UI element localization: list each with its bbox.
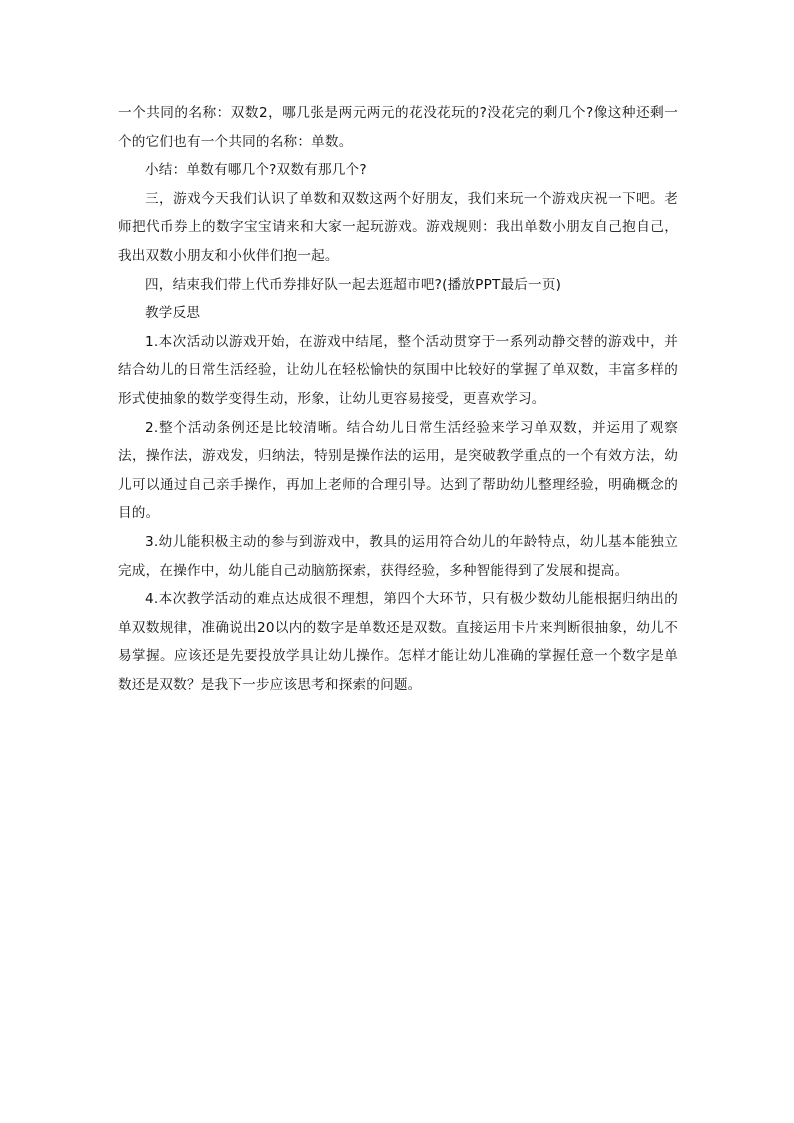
paragraph-game: 三，游戏今天我们认识了单数和双数这两个好朋友，我们来玩一个游戏庆祝一下吧。老师把代币券上的数字宝宝请来和大家一起玩游戏。游戏规则：我出单数小朋友自己抱自己，我出双数小朋友和小伙伴们抱一起。 bbox=[118, 190, 678, 264]
reflection-item-1: 1.本次活动以游戏开始，在游戏中结尾，整个活动贯穿于一系列动静交替的游戏中，并结合幼儿的日常生活经验，让幼儿在轻松愉快的氛围中比较好的掌握了单双数，丰富多样的形式使抽象的数学变得生动，形象，让幼儿更容易接受，更喜欢学习。 bbox=[118, 333, 678, 407]
paragraph-ending: 四，结束我们带上代币券排好队一起去逛超市吧?(播放PPT最后一页) bbox=[145, 276, 562, 293]
section-heading-reflection: 教学反思 bbox=[145, 305, 201, 322]
reflection-item-2: 2.整个活动条例还是比较清晰。结合幼儿日常生活经验来学习单双数，并运用了观察法，操作法，游戏发，归纳法，特别是操作法的运用，是突破教学重点的一个有效方法，幼儿可以通过自己亲手操作，再加上老师的合理引导。达到了帮助幼儿整理经验，明确概念的目的。 bbox=[118, 419, 678, 522]
reflection-item-3: 3.幼儿能积极主动的参与到游戏中，教具的运用符合幼儿的年龄特点，幼儿基本能独立完成，在操作中，幼儿能自己动脑筋探索，获得经验，多种智能得到了发展和提高。 bbox=[118, 533, 678, 579]
paragraph-continuation: 一个共同的名称：双数2，哪几张是两元两元的花没花玩的?没花完的剩几个?像这种还剩一个的它们也有一个共同的名称：单数。 bbox=[118, 105, 678, 150]
paragraph-summary: 小结：单数有哪几个?双数有那几个? bbox=[145, 162, 367, 179]
reflection-item-4: 4.本次教学活动的难点达成很不理想，第四个大环节，只有极少数幼儿能根据归纳出的单双数规律，准确说出20以内的数字是单数还是双数。直接运用卡片来判断很抽象，幼儿不易掌握。应该还是先要投放学具让幼儿操作。怎样才能让幼儿准确的掌握任意一个数字是单数还是双数？是我下一步应该思考和探索的问题。 bbox=[118, 591, 678, 693]
document-page bbox=[118, 99, 678, 699]
